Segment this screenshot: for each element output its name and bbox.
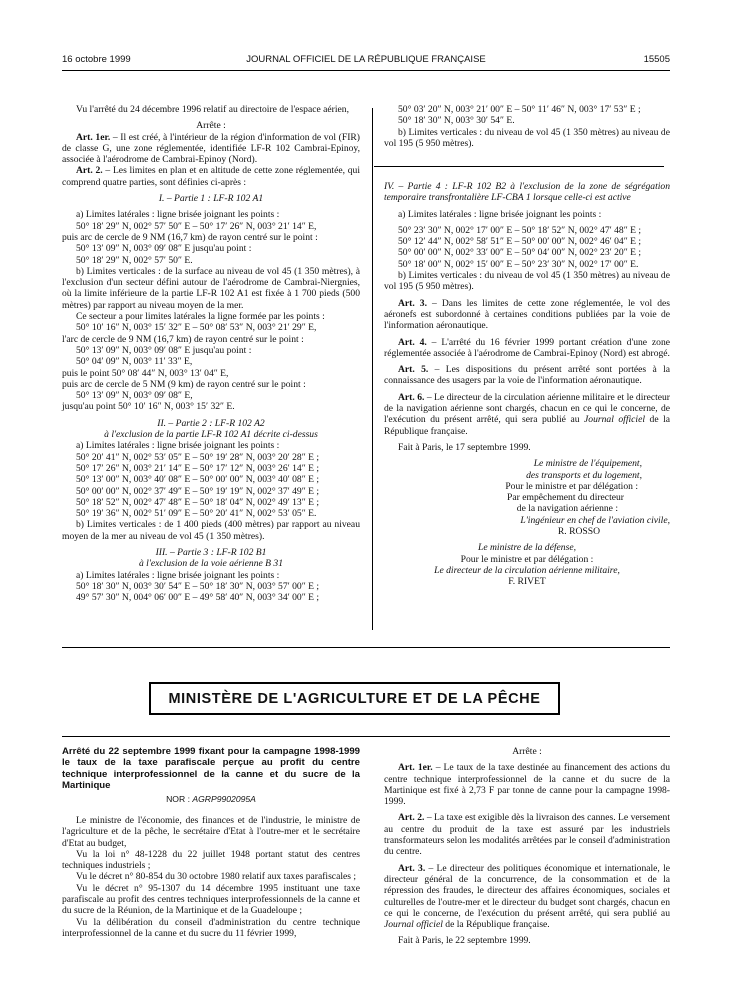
journal-officiel-ref: Journal officiel bbox=[384, 919, 443, 931]
part-2-point: 50° 17′ 26″ N, 003° 21′ 14″ E – 50° 17′ 12″ N, 003° 26′ 14″ E ; bbox=[76, 462, 320, 474]
visa-decret-1980: Vu le décret n° 80-854 du 30 octobre 1980 relatif aux taxes parafiscales ; bbox=[76, 871, 357, 883]
ministry-title: MINISTÈRE DE L'AGRICULTURE ET DE LA PÊCHE bbox=[168, 691, 541, 707]
signature-title: Le ministre de l'équipement, bbox=[533, 458, 642, 470]
decree-title: Arrêté du 22 septembre 1999 fixant pour la campagne 1998-1999 le taux de la taxe parafiscale perçue au profit du centre technique interprofessionnel de la canne et du sucre de la Martinique bbox=[62, 746, 360, 792]
part-2-title: II. – Partie 2 : LF-R 102 A2 bbox=[157, 417, 265, 429]
part-3-vertical-limits: b) Limites verticales : du niveau de vol 45 (1 350 mètres) au niveau de vol 195 (5 950 mètres). bbox=[384, 126, 670, 149]
sector-point: 50° 10′ 16″ N, 003° 15′ 32″ E – 50° 08′ 53″ N, 003° 21′ 29″ E, bbox=[76, 322, 317, 334]
header-journal-title: JOURNAL OFFICIEL DE LA RÉPUBLIQUE FRANÇAISE bbox=[246, 54, 486, 65]
header-rule bbox=[62, 70, 670, 71]
header-page-number: 15505 bbox=[643, 54, 670, 65]
arrete-heading: Arrête : bbox=[512, 746, 542, 757]
decree-article-3-label: Art. 3. bbox=[398, 862, 426, 874]
part-4-title: IV. – Partie 4 : LF-R 102 B2 à l'exclusion de la zone de ségrégation temporaire transfrontalière LF-CBA 1 lorsque celle-ci est active bbox=[384, 181, 670, 204]
article-1-text: – Il est créé, à l'intérieur de la région d'information de vol (FIR) de classe G, une zone réglementée, identifiée LF-R 102 Cambrai-Epinoy, associée à l'aérodrome de Cambrai-Epinoy (Nord). bbox=[62, 131, 360, 166]
part-2-point: 50° 00′ 00″ N, 002° 37′ 49″ E – 50° 19′ 19″ N, 002° 37′ 49″ E ; bbox=[76, 485, 320, 497]
part-1-title: I. – Partie 1 : LF-R 102 A1 bbox=[158, 193, 264, 205]
separator-rule bbox=[62, 647, 670, 648]
sector-point: 50° 13′ 09″ N, 003° 09′ 08″ E jusqu'au point : bbox=[76, 344, 252, 356]
signature-name: R. ROSSO bbox=[557, 526, 600, 538]
nor-label: NOR : bbox=[166, 793, 193, 804]
article-2-text: – Les limites en plan et en altitude de cette zone réglementée, qui comprend quatre parties, sont définies ci-après : bbox=[62, 165, 360, 188]
part-4-point: 50° 00′ 00″ N, 002° 33′ 00″ E – 50° 04′ 00″ N, 002° 23′ 20″ E ; bbox=[398, 247, 642, 259]
signature-title: des transports et du logement, bbox=[526, 469, 642, 481]
article-5-label: Art. 5. bbox=[398, 364, 429, 376]
article-2 bbox=[62, 165, 360, 188]
decree-article-3-text: – Le directeur des politiques économique et internationale, le directeur général de la concurrence, de la consommation et de la répression des fraudes, le directeur des affaires économiques, sociales et culturelles de l'outre-mer et le directeur du budget sont chargés, chacun en ce qui le concerne, de l'exécution du présent arrêté, qui sera publié au bbox=[384, 862, 670, 919]
article-2-label: Art. 2. bbox=[76, 165, 103, 177]
sector-arc: puis arc de cercle de 5 NM (9 km) de rayon centré sur le point : bbox=[62, 378, 306, 390]
article-1-label: Art. 1er. bbox=[76, 131, 111, 143]
sector-arc: l'arc de cercle de 9 NM (16,7 km) de rayon centré sur le point : bbox=[62, 333, 304, 345]
part-4-point: 50° 23′ 30″ N, 002° 17′ 00″ E – 50° 18′ 52″ N, 002° 47′ 48″ E ; bbox=[398, 224, 642, 236]
ministers-paragraph: Le ministre de l'économie, des finances et de l'industrie, le ministre de l'agriculture et de la pêche, le secrétaire d'Etat à l'outre-mer et le secrétaire d'Etat au budget, bbox=[62, 814, 360, 849]
visa-decret-1995: Vu le décret n° 95-1307 du 14 décembre 1995 instituant une taxe parafiscale au profit des centres techniques interprofessionnels de la canne et du sucre de la Réunion, de la Martinique et de la Guadeloupe ; bbox=[62, 882, 360, 917]
signature-title: L'ingénieur en chef de l'aviation civile, bbox=[520, 514, 670, 526]
article-4-text: – L'arrêté du 16 février 1999 portant création d'une zone réglementée associée à l'aérodrome de Cambrai-Epinoy (Nord) est abrogé. bbox=[384, 336, 670, 359]
article-5-text: – Les dispositions du présent arrêté sont portées à la connaissance des usagers par la voie de l'information aéronautique. bbox=[384, 364, 670, 387]
part-2-subtitle: à l'exclusion de la partie LF-R 102 A1 décrite ci-dessus bbox=[104, 429, 318, 441]
article-5 bbox=[384, 364, 670, 387]
signature-delegation: Pour le ministre et par délégation : bbox=[460, 553, 594, 565]
visa-loi: Vu la loi n° 48-1228 du 22 juillet 1948 portant statut des centres techniques industriels ; bbox=[62, 848, 360, 872]
sector-point: puis le point 50° 08′ 44″ N, 003° 13′ 04″ E, bbox=[62, 367, 229, 379]
decree-article-1-label: Art. 1er. bbox=[398, 762, 433, 774]
part-1-vertical-limits: b) Limites verticales : de la surface au niveau de vol 45 (1 350 mètres), à l'exclusion d'un secteur défini autour de l'aérodrome de Cambrai-Niergnies, où la limite inférieure de la partie LF-R 102 A1 est fixée à 1 700 pieds (500 mètres) par rapport au niveau moyen de la mer. bbox=[62, 265, 360, 311]
decree-right-column bbox=[384, 746, 670, 947]
left-column bbox=[62, 104, 360, 603]
journal-officiel-ref: Journal officiel bbox=[584, 414, 646, 426]
article-3-label: Art. 3. bbox=[398, 297, 427, 309]
part-4-lateral-limits: a) Limites latérales : ligne brisée joignant les points : bbox=[398, 208, 602, 220]
separator-rule bbox=[62, 736, 670, 737]
sector-limits: Ce secteur a pour limites latérales la ligne formée par les points : bbox=[76, 311, 325, 323]
nor-value: AGRP9902095A bbox=[192, 793, 256, 804]
part-4-vertical-limits: b) Limites verticales : du niveau de vol 45 (1 350 mètres) au niveau de vol 195 (5 950 mètres). bbox=[384, 270, 670, 293]
right-column bbox=[384, 104, 670, 149]
part-2-point: 50° 19′ 36″ N, 002° 51′ 09″ E – 50° 20′ 41″ N, 002° 53′ 05″ E. bbox=[76, 508, 317, 520]
nor-reference bbox=[62, 794, 360, 805]
sector-point: 50° 13′ 09″ N, 003° 09′ 08″ E, bbox=[76, 390, 193, 402]
article-6-text: – Le directeur de la circulation aérienne militaire et le directeur de la navigation aérienne sont chargés, chacun en ce qui le concerne, de l'exécution du présent arrêté, qui sera publié au bbox=[384, 391, 671, 426]
part-3-point: 50° 18′ 30″ N, 003° 30′ 54″ E – 50° 18′ 30″ N, 003° 57′ 00″ E ; bbox=[76, 580, 320, 592]
part-2-point: 50° 18′ 52″ N, 002° 47′ 48″ E – 50° 18′ 04″ N, 002° 49′ 13″ E ; bbox=[76, 496, 320, 508]
decree-article-2-label: Art. 2. bbox=[398, 812, 425, 824]
signature-delegation: Pour le ministre et par délégation : bbox=[505, 480, 638, 492]
signature-title: Le ministre de la défense, bbox=[478, 542, 576, 554]
part-2-vertical-limits: b) Limites verticales : de 1 400 pieds (400 mètres) par rapport au niveau moyen de la mer au niveau de vol 45 (1 350 mètres). bbox=[62, 519, 360, 542]
decree-article-3-text-end: de la République française. bbox=[442, 919, 550, 931]
decree-article-2-text: – La taxe est exigible dès la livraison des cannes. Le versement au centre du produit de la taxe est assuré par les industriels transformateurs selon les modalités arrêtées par le conseil d'administration du centre. bbox=[384, 812, 671, 858]
part-1-point: 50° 18′ 29″ N, 002° 57′ 50″ E. bbox=[76, 254, 193, 266]
part-3-subtitle: à l'exclusion de la voie aérienne B 31 bbox=[138, 558, 284, 570]
part-3-lateral-limits: a) Limites latérales : ligne brisée joignant les points : bbox=[76, 569, 280, 581]
visa-paragraph: Vu l'arrêté du 24 décembre 1996 relatif au directoire de l'espace aérien, bbox=[76, 104, 349, 115]
decree-article-1-text: – Le taux de la taxe destinée au financement des actions du centre technique interprofessionnel de la canne et du sucre de la Martinique est fixé à 2,73 F par tonne de canne pour la campagne 1998-1999. bbox=[384, 762, 670, 808]
ministry-heading bbox=[149, 682, 560, 715]
article-1 bbox=[62, 132, 360, 166]
part-2-point: 50° 13′ 00″ N, 003° 40′ 08″ E – 50° 00′ 00″ N, 003° 40′ 08″ E ; bbox=[76, 474, 320, 486]
signature-delegation: de la navigation aérienne : bbox=[516, 503, 618, 515]
part-4-point: 50° 12′ 44″ N, 002° 58′ 51″ E – 50° 00′ 00″ N, 002° 46′ 04″ E ; bbox=[398, 236, 642, 248]
decree-left-column bbox=[62, 746, 360, 939]
column-divider bbox=[372, 108, 373, 630]
signature-title: Le directeur de la circulation aérienne militaire, bbox=[434, 564, 620, 576]
sector-point: jusqu'au point 50° 10′ 16″ N, 003° 15′ 32″ E. bbox=[62, 401, 235, 413]
part-3-point: 50° 03′ 20″ N, 003° 21′ 00″ E – 50° 11′ 46″ N, 003° 17′ 53″ E ; bbox=[398, 104, 641, 115]
fait-a-paris: Fait à Paris, le 17 septembre 1999. bbox=[398, 441, 531, 453]
article-6-text-end: de la République française. bbox=[384, 414, 671, 437]
fait-a-paris: Fait à Paris, le 22 septembre 1999. bbox=[398, 935, 531, 947]
article-4-label: Art. 4. bbox=[398, 336, 427, 348]
part-4-point: 50° 18′ 00″ N, 002° 15′ 00″ E – 50° 23′ 30″ N, 002° 17′ 00″ E. bbox=[398, 258, 639, 270]
part-1-point: 50° 13′ 09″ N, 003° 09′ 08″ E jusqu'au point : bbox=[76, 243, 252, 255]
decree-article-2 bbox=[384, 812, 670, 857]
part-1-arc: puis arc de cercle de 9 NM (16,7 km) de rayon centré sur le point : bbox=[62, 231, 318, 243]
article-3-text: – Dans les limites de cette zone réglementée, le vol des aéronefs est subordonné à certaines conditions publiées par la voie de l'information aéronautique. bbox=[384, 297, 671, 332]
page-header bbox=[62, 54, 670, 68]
arrete-heading: Arrête : bbox=[196, 120, 226, 132]
part-2-point: 50° 20′ 41″ N, 002° 53′ 05″ E – 50° 19′ 28″ N, 003° 20′ 28″ E ; bbox=[76, 451, 320, 463]
visa-deliberation: Vu la délibération du conseil d'administration du centre technique interprofessionnel de la canne et du sucre du 11 février 1999, bbox=[62, 916, 360, 939]
part-1-point: 50° 18′ 29″ N, 002° 57′ 50″ E – 50° 17′ 26″ N, 003° 21′ 14″ E, bbox=[76, 220, 317, 232]
article-6-label: Art. 6. bbox=[398, 391, 425, 403]
part-3-point: 50° 18′ 30″ N, 003° 30′ 54″ E. bbox=[398, 115, 515, 127]
header-date: 16 octobre 1999 bbox=[62, 54, 131, 65]
right-column-part-4 bbox=[384, 181, 670, 588]
decree-article-3 bbox=[384, 863, 670, 931]
part-3-point: 49° 57′ 30″ N, 004° 06′ 00″ E – 49° 58′ 40″ N, 003° 34′ 00″ E ; bbox=[76, 592, 320, 604]
article-6 bbox=[384, 392, 670, 437]
part-3-title: III. – Partie 3 : LF-R 102 B1 bbox=[155, 546, 267, 558]
sector-point: 50° 04′ 09″ N, 003° 11′ 33″ E, bbox=[76, 356, 193, 368]
part-2-lateral-limits: a) Limites latérales : ligne brisée joignant les points : bbox=[76, 440, 280, 452]
signature-delegation: Par empêchement du directeur bbox=[507, 492, 624, 504]
signature-name: F. RIVET bbox=[508, 576, 546, 588]
article-3 bbox=[384, 298, 670, 332]
part-1-lateral-limits: a) Limites latérales : ligne brisée joignant les points : bbox=[76, 209, 280, 221]
section-rule bbox=[374, 166, 664, 167]
article-4 bbox=[384, 337, 670, 360]
decree-article-1 bbox=[384, 762, 670, 807]
